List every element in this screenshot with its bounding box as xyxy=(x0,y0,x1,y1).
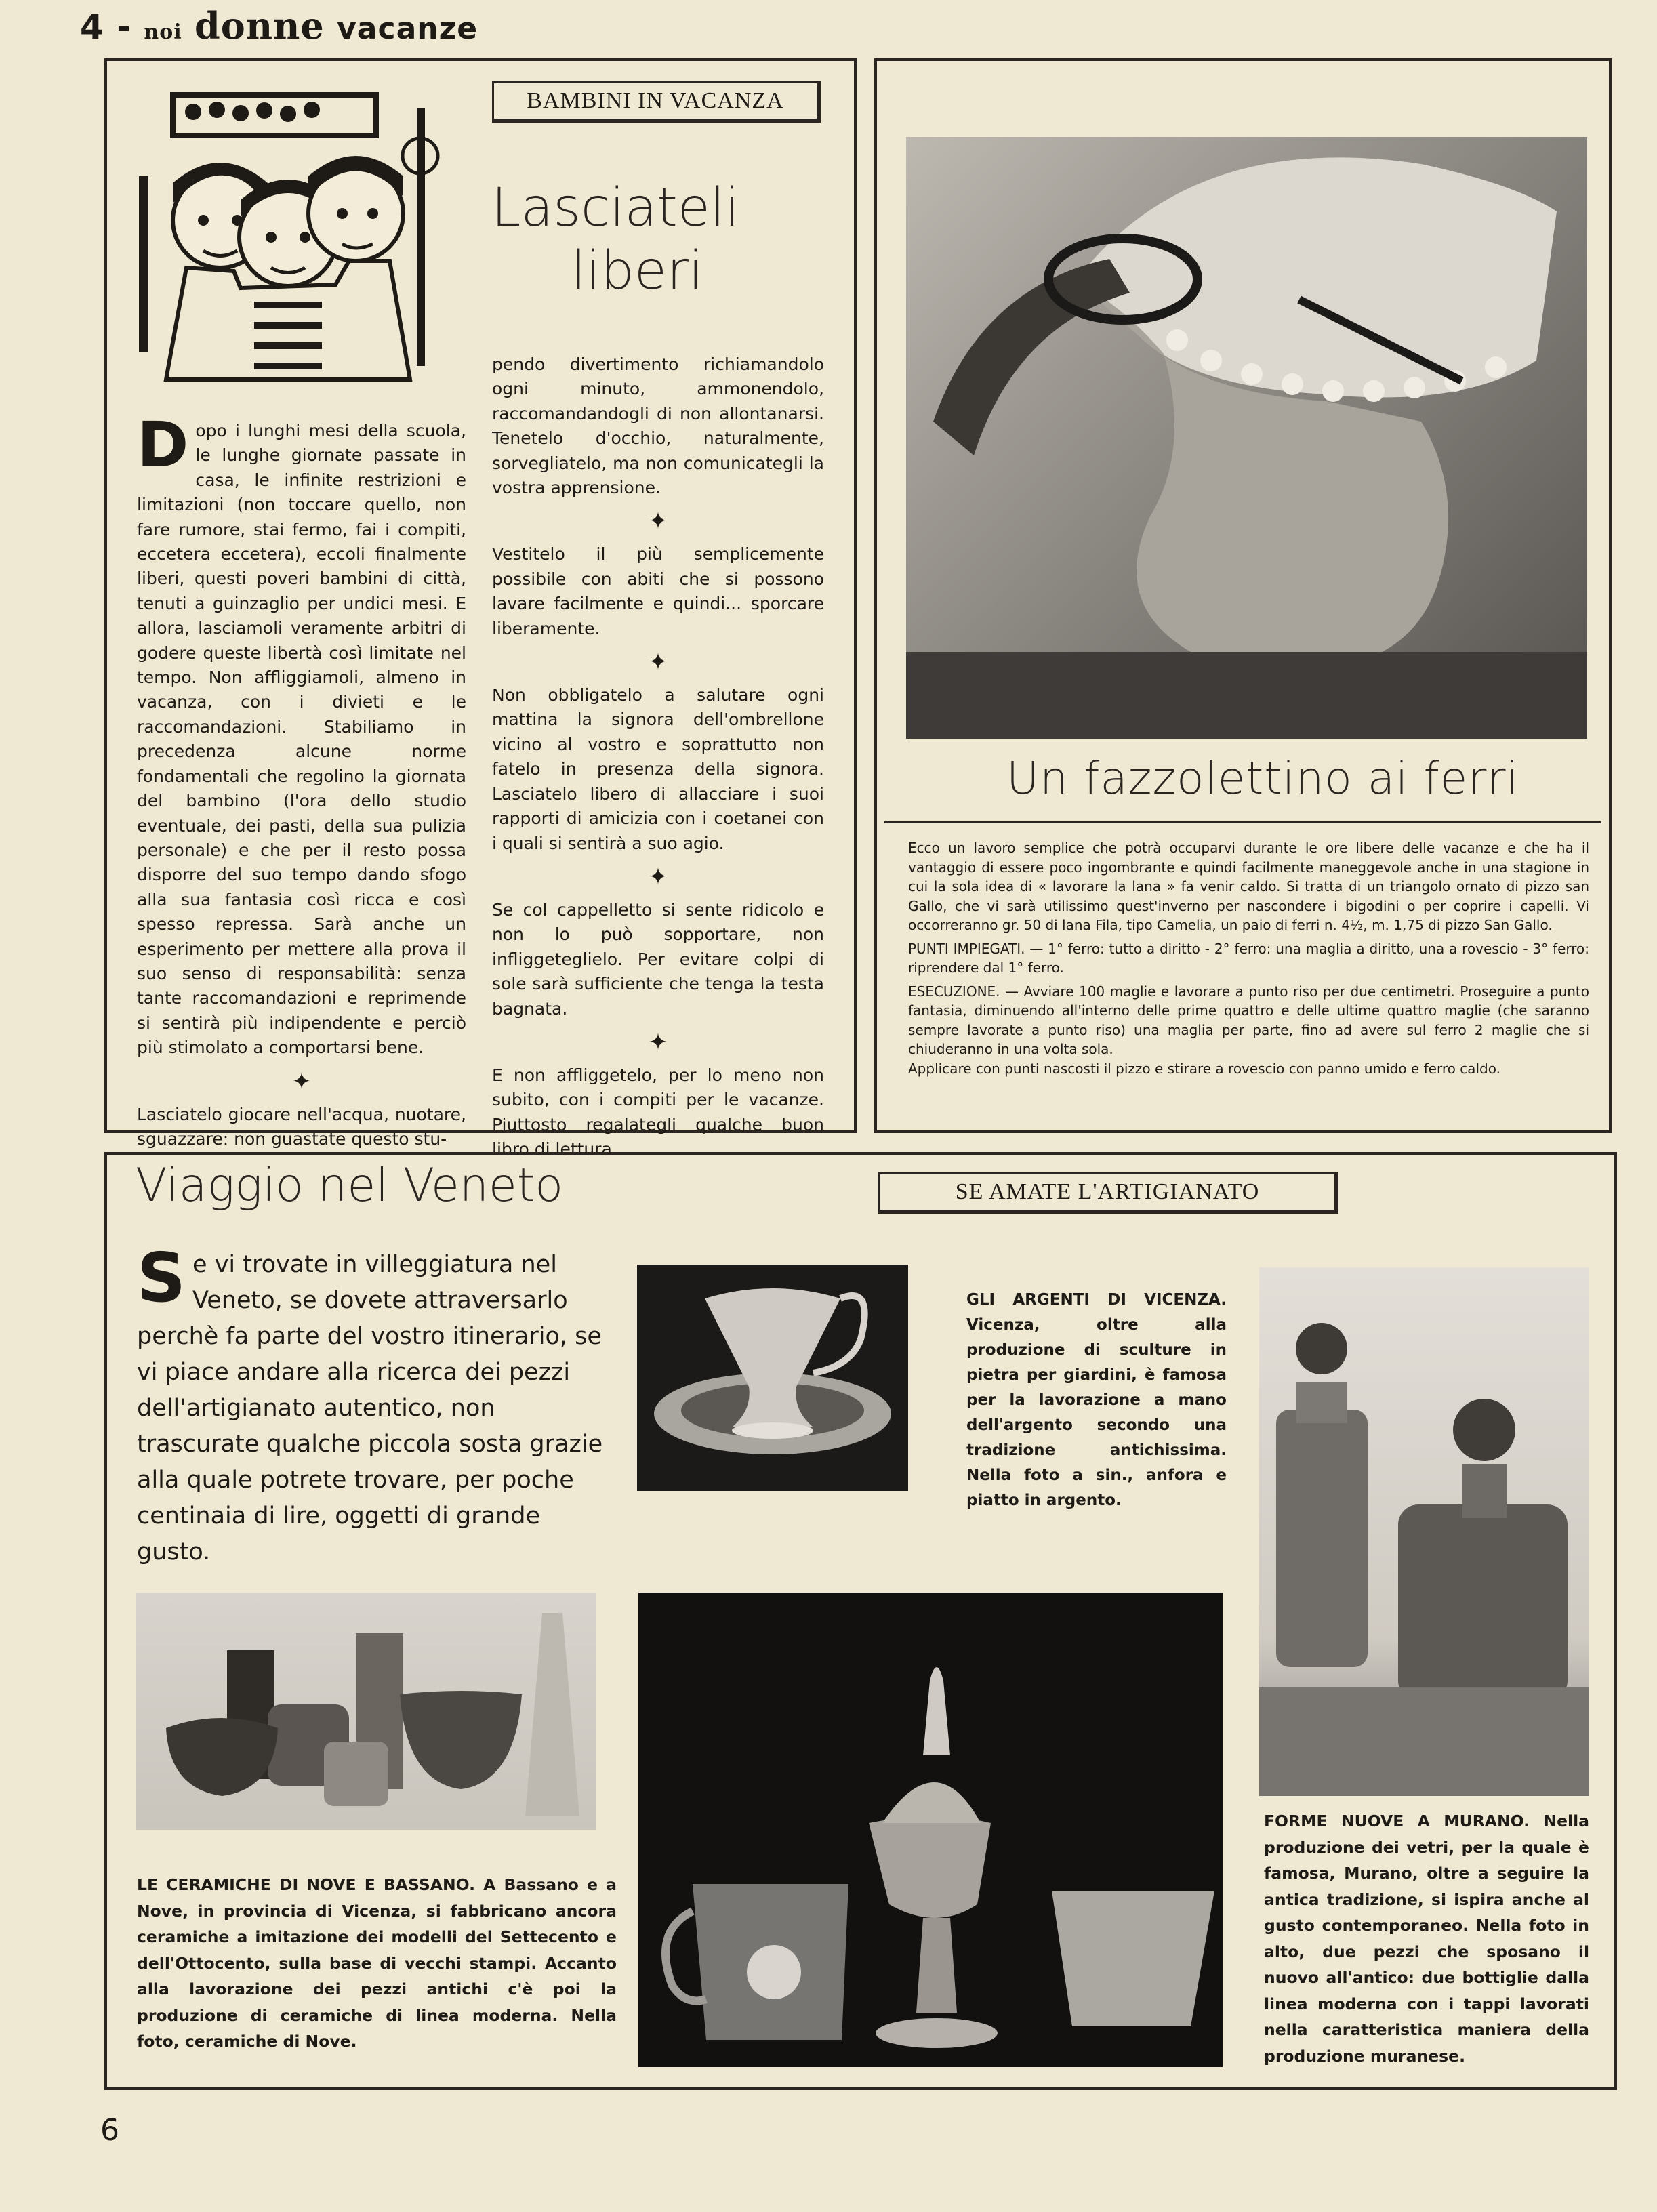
silver-amphora-photo xyxy=(637,1265,908,1491)
masthead-vacanze: vacanze xyxy=(337,12,478,46)
bambini-drop-cap: D xyxy=(137,409,189,481)
ornament-star: ✦ xyxy=(648,863,668,890)
veneto-drop-cap: S xyxy=(137,1238,186,1317)
masthead-dash: - xyxy=(117,7,131,47)
bambini-paragraph-3: Vestitelo il più semplicemente possibile con abiti che si possono lavare facilmente e quindi... sporcare liberamente. xyxy=(492,544,824,638)
murano-bottles-photo xyxy=(1259,1267,1589,1796)
fazzoletto-title: Un fazzolettino ai ferri xyxy=(1006,752,1519,804)
veneto-kicker: SE AMATE L'ARTIGIANATO xyxy=(878,1172,1338,1214)
bambini-paragraph-1: opo i lunghi mesi della scuola, le lunghe giornate passate in casa, le infinite restrizioni e limitazioni (non toccare quello, non fare rumore, stai fermo, fai i compiti, eccetera eccetera), eccoli finalmente liberi, questi poveri bambini di città, tenuti a guinzaglio per undici mesi. E allora, lasciamoli veramente arbitri di godere queste libertà così limitate nel tempo. Non affliggiamoli, almeno in vacanza, con i divieti e le raccomandazioni. Stabiliamo in precedenza alcune norme fondamentali che regolino la giornata del bambino (l'ora dello studio eventuale, dei pasti, della sua pulizia personale) e che per il resto possa disporre del suo tempo dando sfogo alla sua fantasia così ricca e così spesso repressa. Sarà anche un esperimento per mettere alla prova il suo senso di responsabilità: senza tante raccomandazioni e reprimende si sentirà più indipendente e perciò più stimolato a comportarsi bene. xyxy=(137,421,466,1058)
veneto-lead-text: e vi trovate in villeggiatura nel Veneto, se dovete attraversarlo perchè fa parte del vostro itinerario, se vi piace andare alla ricerca dei pezzi dell'artigianato autentico, non trascurate qualche piccola sosta grazie alla quale potrete trovare, per poche centinaia di lire, oggetti di grande gusto. xyxy=(137,1251,603,1565)
veneto-lead xyxy=(137,1238,611,1570)
page-number: 4 xyxy=(80,7,104,47)
ornament-star: ✦ xyxy=(648,649,668,676)
ornament-star: ✦ xyxy=(291,1067,312,1095)
bambini-paragraph-5: Se col cappelletto si sente ridicolo e non lo può sopportare, non infliggeteglielo. Per evitare colpi di sole sarà sufficiente che tenga la testa bagnata. xyxy=(492,899,824,1019)
veneto-title: Viaggio nel Veneto xyxy=(136,1159,564,1212)
murano-glassware-photo xyxy=(638,1593,1223,2067)
woman-knitted-headscarf-photo xyxy=(906,137,1587,739)
page-folio: 6 xyxy=(100,2113,119,2148)
fazzoletto-punti: PUNTI IMPIEGATI. — 1° ferro: tutto a diritto - 2° ferro: una maglia a diritto, una a rovescio - 3° ferro: riprendere dal 1° ferro. xyxy=(908,940,1589,976)
ceramiche-caption: LE CERAMICHE DI NOVE E BASSANO. A Bassano e a Nove, in provincia di Vicenza, si fabbricano ancora ceramiche a imitazione dei modelli del Settecento e dell'Ottocento, sulla base di vecchi stampi. Accanto alla lavorazione dei pezzi antichi c'è poi la produzione di ceramiche di linea moderna. Nella foto, ceramiche di Nove. xyxy=(137,1875,617,2051)
ornament-star: ✦ xyxy=(648,1028,668,1056)
masthead-noi: noi xyxy=(144,20,182,44)
nove-ceramics-photo xyxy=(136,1593,596,1830)
masthead xyxy=(80,4,478,47)
bambini-column-1 xyxy=(137,409,466,1151)
fazzoletto-text xyxy=(908,838,1589,1082)
bambini-title-line1: Lasciateli xyxy=(491,178,740,239)
bambini-paragraph-6: E non affliggetelo, per lo meno non subito, con i compiti per le vacanze. Piuttosto regalategli qualche buon libro di lettura. xyxy=(492,1065,824,1160)
fazzoletto-finish: Applicare con punti nascosti il pizzo e stirare a rovescio con panno umido e ferro caldo. xyxy=(908,1060,1500,1077)
bambini-column-2 xyxy=(492,352,824,1162)
masthead-donne: donne xyxy=(195,4,325,47)
bambini-paragraph-4: Non obbligatelo a salutare ogni mattina la signora dell'ombrellone vicino al vostro e soprattutto non fatelo in presenza della signora. Lasciatelo libero di allacciare i suoi rapporti di amicizia con i coetanei con i quali si sentirà a suo agio. xyxy=(492,685,824,853)
fazzoletto-rule xyxy=(884,821,1601,823)
fazzoletto-esecuzione: ESECUZIONE. — Avviare 100 maglie e lavorare a punto riso per due centimetri. Proseguire a punto fantasia, diminuendo all'interno delle prime quattro e delle ultime quattro maglie (che saranno sempre lavorate a punto riso) una maglia per parte, fino ad avere sul ferro 2 maglie che si chiuderanno in una volta sola. xyxy=(908,983,1589,1057)
bambini-paragraph-2-start: Lasciatelo giocare nell'acqua, nuotare, sguazzare: non guastate questo stu- xyxy=(137,1104,466,1149)
fazzoletto-intro: Ecco un lavoro semplice che potrà occuparvi durante le ore libere delle vacanze e che ha il vantaggio di essere poco ingombrante e quindi facilmente maneggevole anche in una stagione in cui la sola idea di « lavorare la lana » fa venir caldo. Si tratta di un triangolo ornato di pizzo san Gallo, che vi sarà utilissimo quest'inverno per nascondere i bigodini o per coprire i capelli. Vi occorreranno gr. 50 di lana Fila, tipo Camelia, un paio di ferri n. 4½, m. 1,75 di pizzo San Gallo. xyxy=(908,840,1589,933)
bambini-title-line2: liberi xyxy=(571,241,703,302)
argenti-caption: GLI ARGENTI DI VICENZA. Vicenza, oltre alla produzione di sculture in pietra per giardini, è famosa per la lavorazione a mano dell'argento secondo una tradizione antichissima. Nella foto a sin., anfora e piatto in argento. xyxy=(966,1291,1227,1509)
murano-caption: FORME NUOVE A MURANO. Nella produzione dei vetri, per la quale è famosa, Murano, oltre a seguire la antica tradizione, si ispira anche al gusto contemporaneo. Nella foto in alto, due pezzi che sposano il nuovo all'antico: due bottiglie dalla linea moderna con i tappi lavorati nella caratteristica maniera della produzione muranese. xyxy=(1264,1811,1589,2066)
bambini-paragraph-2-end: pendo divertimento richiamandolo ogni minuto, ammonendolo, raccomandandogli di non allontanarsi. Tenetelo d'occhio, naturalmente, sorvegliatelo, ma non comunicategli la vostra apprensione. xyxy=(492,354,824,498)
bambini-kicker: BAMBINI IN VACANZA xyxy=(492,81,821,123)
ornament-star: ✦ xyxy=(648,508,668,535)
children-illustration xyxy=(139,81,451,400)
